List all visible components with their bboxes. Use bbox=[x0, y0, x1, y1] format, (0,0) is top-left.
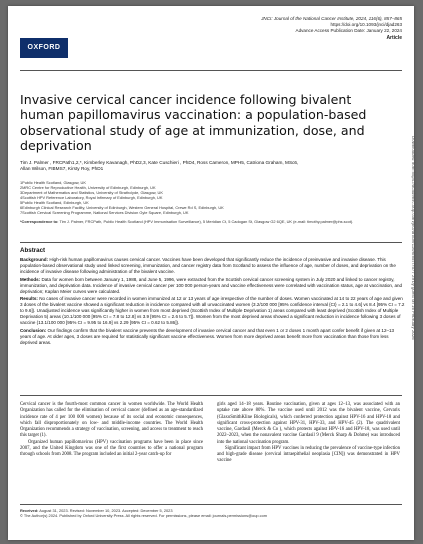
copyright-notice: © The Author(s) 2024. Published by Oxford University Press. All rights reserved. For permissions, please email: journals.permissions@oup.com bbox=[20, 513, 267, 518]
doi-link[interactable]: https://doi.org/10.1093/jnci/djad263 bbox=[330, 22, 402, 28]
body-paragraph: Significant impact from HPV vaccines in reducing the prevalence of vaccine-type infection and high-grade disease (cervical intraepithelial neoplasia [CIN]) was demonstrated in HPV vaccine bbox=[217, 445, 400, 464]
header-rule bbox=[20, 70, 402, 71]
abstract-bottom-rule bbox=[20, 395, 402, 396]
abstract-body bbox=[20, 257, 406, 348]
author-list bbox=[20, 160, 396, 172]
journal-citation: JNCI: Journal of the National Cancer Institute, 2024, 116(6), 857–865 bbox=[261, 16, 402, 21]
article-page bbox=[8, 6, 414, 540]
abstract-conclusion: Conclusion: Our findings confirm that the bivalent vaccine prevents the development of invasive cervical cancer and that even 1 or 2 doses 1 month apart confer benefit if given at 12–13 years of age. At older ages, 3 doses are required for statistically significant vaccine effectiveness. Women from more deprived areas benefit more from vaccination than those from less deprived areas. bbox=[20, 328, 395, 346]
footer-rule bbox=[20, 504, 402, 505]
article-type: Article bbox=[386, 34, 402, 41]
abstract-background: Background: High-risk human papillomavirus causes cervical cancer. Vaccines have been developed that significantly reduce the incidence of preinvasive and invasive disease. This population-based observational study used linked screening, immunization, and cancer registry data from Scotland to assess the influence of age, number of doses, and deprivation on the incidence of invasive disease following administration of the bivalent vaccine. bbox=[20, 257, 396, 275]
affiliation: 7Scottish Cervical Screening Programme, National Services Division Gyle Square, Edinburgh, UK bbox=[20, 210, 189, 215]
correspondence bbox=[20, 219, 404, 224]
correspondence-text: Tim J. Palmer, FRCPath, Public Health Scotland (HPV Immunisation Surveillance), 5 Meridian Ct, 5 Cadogan St, Glasgow G2 6QE, UK (e-mail: timothy.palmer@phs.scot). bbox=[59, 219, 354, 224]
journal-header bbox=[182, 16, 402, 41]
body-paragraph: girls aged 14–18 years. Routine vaccination, given at ages 12–13, was associated with an uptake rate above 80%. The vaccine used until 2012 was the bivalent vaccine, Cervarix (GlaxoSmithKline Biologicals), which conferred protection against HPV-16 and HPV-18 and significant cross-protection against HPV-31, HPV-33, and HPV-45 (2). The quadrivalent vaccine, Gardasil (Merck & Co ), which protects against HPV-16 and HPV-18, was used until 2022–2023, when the nonavalent vaccine Gardasil 9 (Merck Sharp & Dohme) was introduced into the national vaccination program. bbox=[217, 402, 400, 445]
authors-line-1: Tim J. Palmer , FRCPath1,2,*, Kimberley Kavanagh, PhD2,3, Kate Cuschieri , PhD4, Ross Cameron, MPH5, Catriona Graham, MSc6, bbox=[20, 160, 299, 165]
body-paragraph: Cervical cancer is the fourth-most common cancer in women worldwide. The World Health Organization has called for the elimination of cervical cancer (defined as an age-standardized incidence rate of 4 per 100 000 women) because of its social and economic consequences, which fall disproportionately on low- and middle-income countries. The World Health Organization recommends a strategy of vaccination, screening, and access to treatment to reach this target (1). bbox=[20, 402, 203, 439]
article-dates: Received: August 31, 2023. Revised: November 10, 2023. Accepted: December 5, 2023 bbox=[20, 508, 173, 513]
abstract-results: Results: No cases of invasive cancer were recorded in women immunized at 12 or 13 years of age irrespective of the number of doses. Women vaccinated at 14 to 22 years of age and given 3 doses of the bivalent vaccine showed a significant reduction in incidence compared with all unvaccinated women (3.2/100 000 [95% confidence interval {CI} = 2.1 to 4.6] vs 8.4 [95% CI = 7.2 to 9.6]). Unadjusted incidence was significantly higher in women from most deprived (Scottish Index of Multiple Deprivation 1) areas compared with least deprived (Scottish Index of Multiple Deprivation 5) areas (10.1/100 000 [95% CI = 7.8 to 12.8] vs 3.9 [95% CI = 2.6 to 5.7]). Women from the most deprived areas showed a significant reduction in incidence following 3 doses of vaccine (13.1/100 000 [95% CI = 9.95 to 16.9] vs 2.29 [95% CI = 0.62 to 5.86]). bbox=[20, 296, 405, 326]
publication-date: Advance Access Publication Date: January 22, 2024 bbox=[295, 28, 402, 34]
article-title: Invasive cervical cancer incidence following bivalent human papillomavirus vaccination: a population-based observational study of age at immunization, dose, and deprivation bbox=[20, 92, 367, 154]
affiliation: 1Public Health Scotland, Glasgow, UK bbox=[20, 180, 86, 185]
body-column-right bbox=[217, 402, 400, 465]
affiliations bbox=[20, 180, 320, 215]
download-watermark: Downloaded from https://academic.oup.com/jnci/article/116/6/857/7577 29 by guest on 16 February 2026 bbox=[411, 136, 416, 340]
footer bbox=[20, 508, 406, 518]
oxford-logo: OXFORD bbox=[20, 38, 68, 58]
affiliation: 5Public Health Scotland, Edinburgh, UK bbox=[20, 200, 89, 205]
affiliation: 4Scottish HPV Reference Laboratory, Royal Infirmary of Edinburgh, Edinburgh, UK bbox=[20, 195, 163, 200]
correspondence-label: *Correspondence to: bbox=[20, 219, 59, 224]
body-column-left bbox=[20, 402, 203, 458]
abstract-heading: Abstract bbox=[20, 247, 46, 254]
affiliation: 3Department of Mathematics and Statistics, University of Strathclyde, Glasgow, UK bbox=[20, 190, 163, 195]
body-paragraph: Organized human papillomavirus (HPV) vaccination programs have been in place since 2007, and the United Kingdom was one of the first countries to offer a national program through schools from 2008. The program included an initial 2-year catch-up for bbox=[20, 439, 203, 457]
affiliation: 6Edinburgh Clinical Research Facility, University of Edinburgh, Western General Hospital, Crewe Rd S, Edinburgh, UK bbox=[20, 205, 224, 210]
authors-line-2: Allan Wilson, FIBMS7, Kirsty Roy, PhD1 bbox=[20, 166, 104, 172]
affiliation: 2MRC Centre for Reproductive Health, University of Edinburgh, Edinburgh, UK bbox=[20, 185, 156, 190]
abstract-top-rule bbox=[20, 242, 402, 243]
abstract-methods: Methods: Data for women born between January 1, 1988, and June 5, 1996, were extracted from the Scottish cervical cancer screening system in July 2020 and linked to cancer registry, immunization, and deprivation data. Incidence of invasive cervical cancer per 100 000 person-years and vaccine effectiveness were correlated with vaccination status, age at vaccination, and deprivation; Kaplan Meier curves were calculated. bbox=[20, 276, 403, 294]
